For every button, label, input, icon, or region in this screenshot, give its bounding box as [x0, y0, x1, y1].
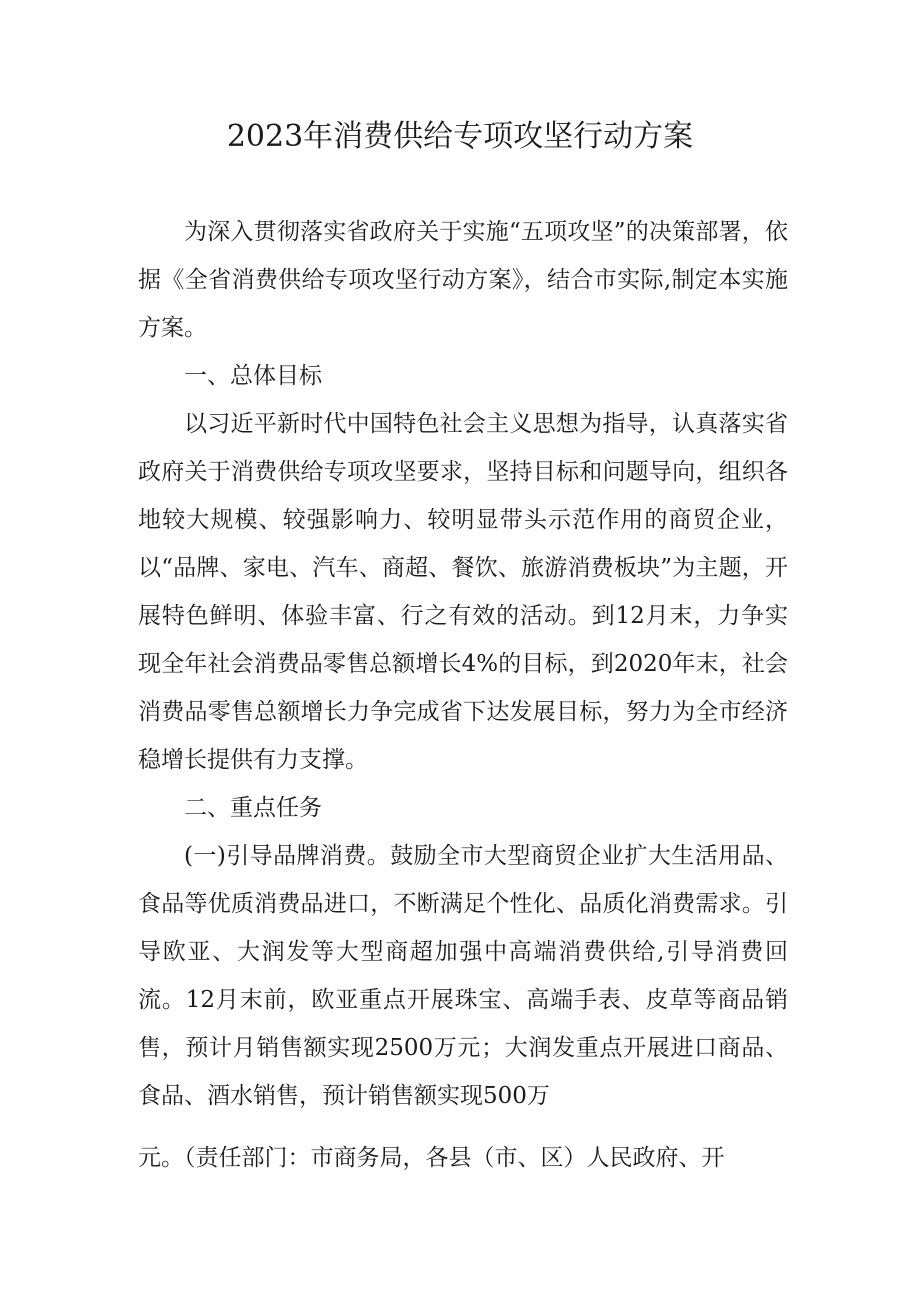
key-task-brand-consumption-paragraph: (一)引导品牌消费。鼓励全市大型商贸企业扩大生活用品、食品等优质消费品进口，不断满足个性化、品质化消费需求。引导欧亚、大润发等大型商超加强中高端消费供给,引导消费回流。12月末前，欧亚重点开展珠宝、高端手表、皮草等商品销售，预计月销售额实现2500万元；大润发重点开展进口商品、食品、酒水销售，预计销售额实现500万: [138, 843, 788, 1109]
intro-paragraph: 为深入贯彻落实省政府关于实施“五项攻坚”的决策部署，依据《全省消费供给专项攻坚行动方案》，结合市实际,制定本实施方案。: [138, 219, 788, 341]
responsibility-line: 元。（责任部门：市商务局，各县（市、区）人民政府、开: [138, 1145, 725, 1171]
document-body: [138, 208, 788, 1182]
paragraph-gap: [138, 1120, 788, 1134]
document-title: 2023年消费供给专项攻坚行动方案: [226, 119, 694, 154]
overall-goal-paragraph: 以习近平新时代中国特色社会主义思想为指导，认真落实省政府关于消费供给专项攻坚要求，坚持目标和问题导向，组织各地较大规模、较强影响力、较明显带头示范作用的商贸企业，以“品牌、家电、汽车、商超、餐饮、旅游消费板块”为主题，开展特色鲜明、体验丰富、行之有效的活动。到12月末，力争实现全年社会消费品零售总额增长4%的目标，到2020年末，社会消费品零售总额增长力争完成省下达发展目标，努力为全市经济稳增长提供有力支撑。: [138, 411, 788, 773]
section-heading-key-tasks: 二、重点任务: [184, 795, 322, 821]
section-heading-overall-goal: 一、总体目标: [184, 363, 322, 389]
